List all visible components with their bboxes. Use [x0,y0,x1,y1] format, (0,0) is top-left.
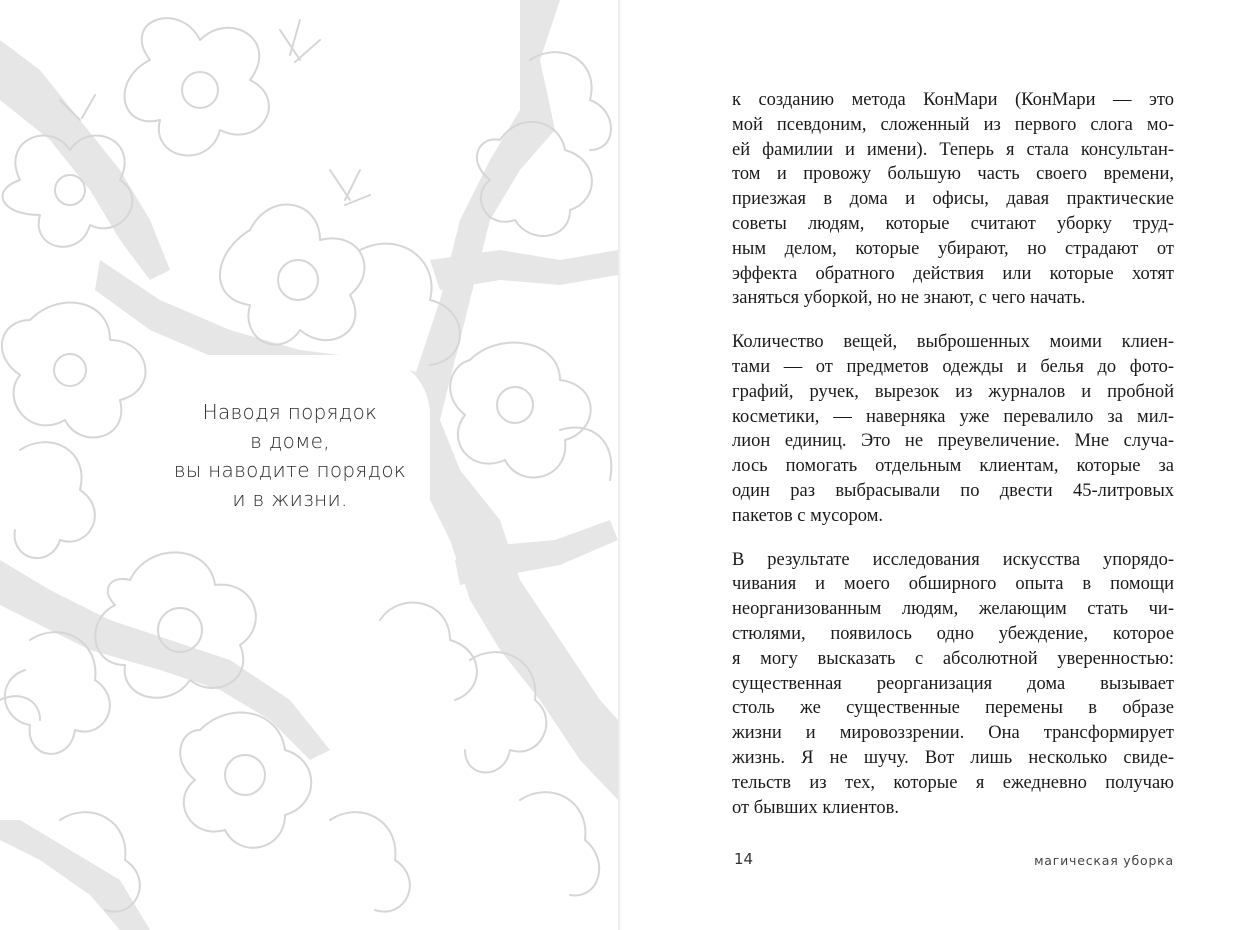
quote-line: Наводя порядок [202,400,378,424]
text-line: эффекта обратного действия или которые хотят [732,263,1174,284]
quote-line: в доме, [250,429,330,453]
text-line: ей фамилии и имени). Теперь я стала консультан- [732,139,1174,160]
text-line: заняться уборкой, но не знают, с чего начать. [732,288,1086,309]
body-text [732,88,1174,839]
text-line: существенная реорганизация дома вызывает [732,673,1174,694]
paragraph [732,330,1174,528]
text-line: жизнь. Я не шучу. Вот лишь несколько свиде- [732,747,1174,768]
text-line: пакетов с мусором. [732,505,884,526]
text-line: лось помогать отдельным клиентам, которые за [732,456,1174,477]
text-line: ным делом, которые убирают, но страдают от [732,238,1174,259]
left-page [0,0,618,930]
text-line: я могу высказать с абсолютной уверенностью: [732,648,1174,669]
text-line: неорганизованным людям, желающим стать чи- [732,599,1174,620]
pull-quote [140,398,440,514]
paragraph [732,88,1174,311]
quote-line: вы наводите порядок [173,458,407,482]
right-page [622,0,1244,930]
paragraph [732,548,1174,821]
text-line: графий, ручек, вырезок из журналов и пробной [732,381,1174,402]
text-line: чивания и моего обширного опыта в помощи [732,574,1174,595]
quote-line: и в жизни. [232,487,348,511]
text-line: мой псевдоним, сложенный из первого слога мо- [732,114,1174,135]
text-line: столь же существенные перемены в образе [732,698,1174,719]
text-line: Количество вещей, выброшенных моими клиен- [732,332,1174,353]
text-line: косметики, — наверняка уже перевалило за мил- [732,406,1174,427]
text-line: приезжая в дома и офисы, давая практические [732,189,1174,210]
text-line: том и провожу большую часть своего времени, [732,164,1174,185]
text-line: к созданию метода КонМари (КонМари — это [732,90,1174,110]
page-number: 14 [734,850,754,868]
text-line: жизни и мировоззрении. Она трансформирует [732,723,1174,744]
text-line: советы людям, которые считают уборку труд- [732,213,1174,234]
text-line: стюлями, появилось одно убеждение, которое [732,623,1174,644]
text-line: лион единиц. Это не преувеличение. Мне случа- [732,431,1174,452]
running-title: магическая уборка [1034,853,1174,868]
text-line: тельств из тех, которые я ежедневно получаю [732,772,1174,793]
text-line: один раз выбрасывали по двести 45-литровых [732,480,1174,501]
text-line: тами — от предметов одежды и белья до фото- [732,356,1174,377]
text-line: В результате исследования искусства упорядо- [732,549,1174,570]
text-line: от бывших клиентов. [732,797,899,818]
